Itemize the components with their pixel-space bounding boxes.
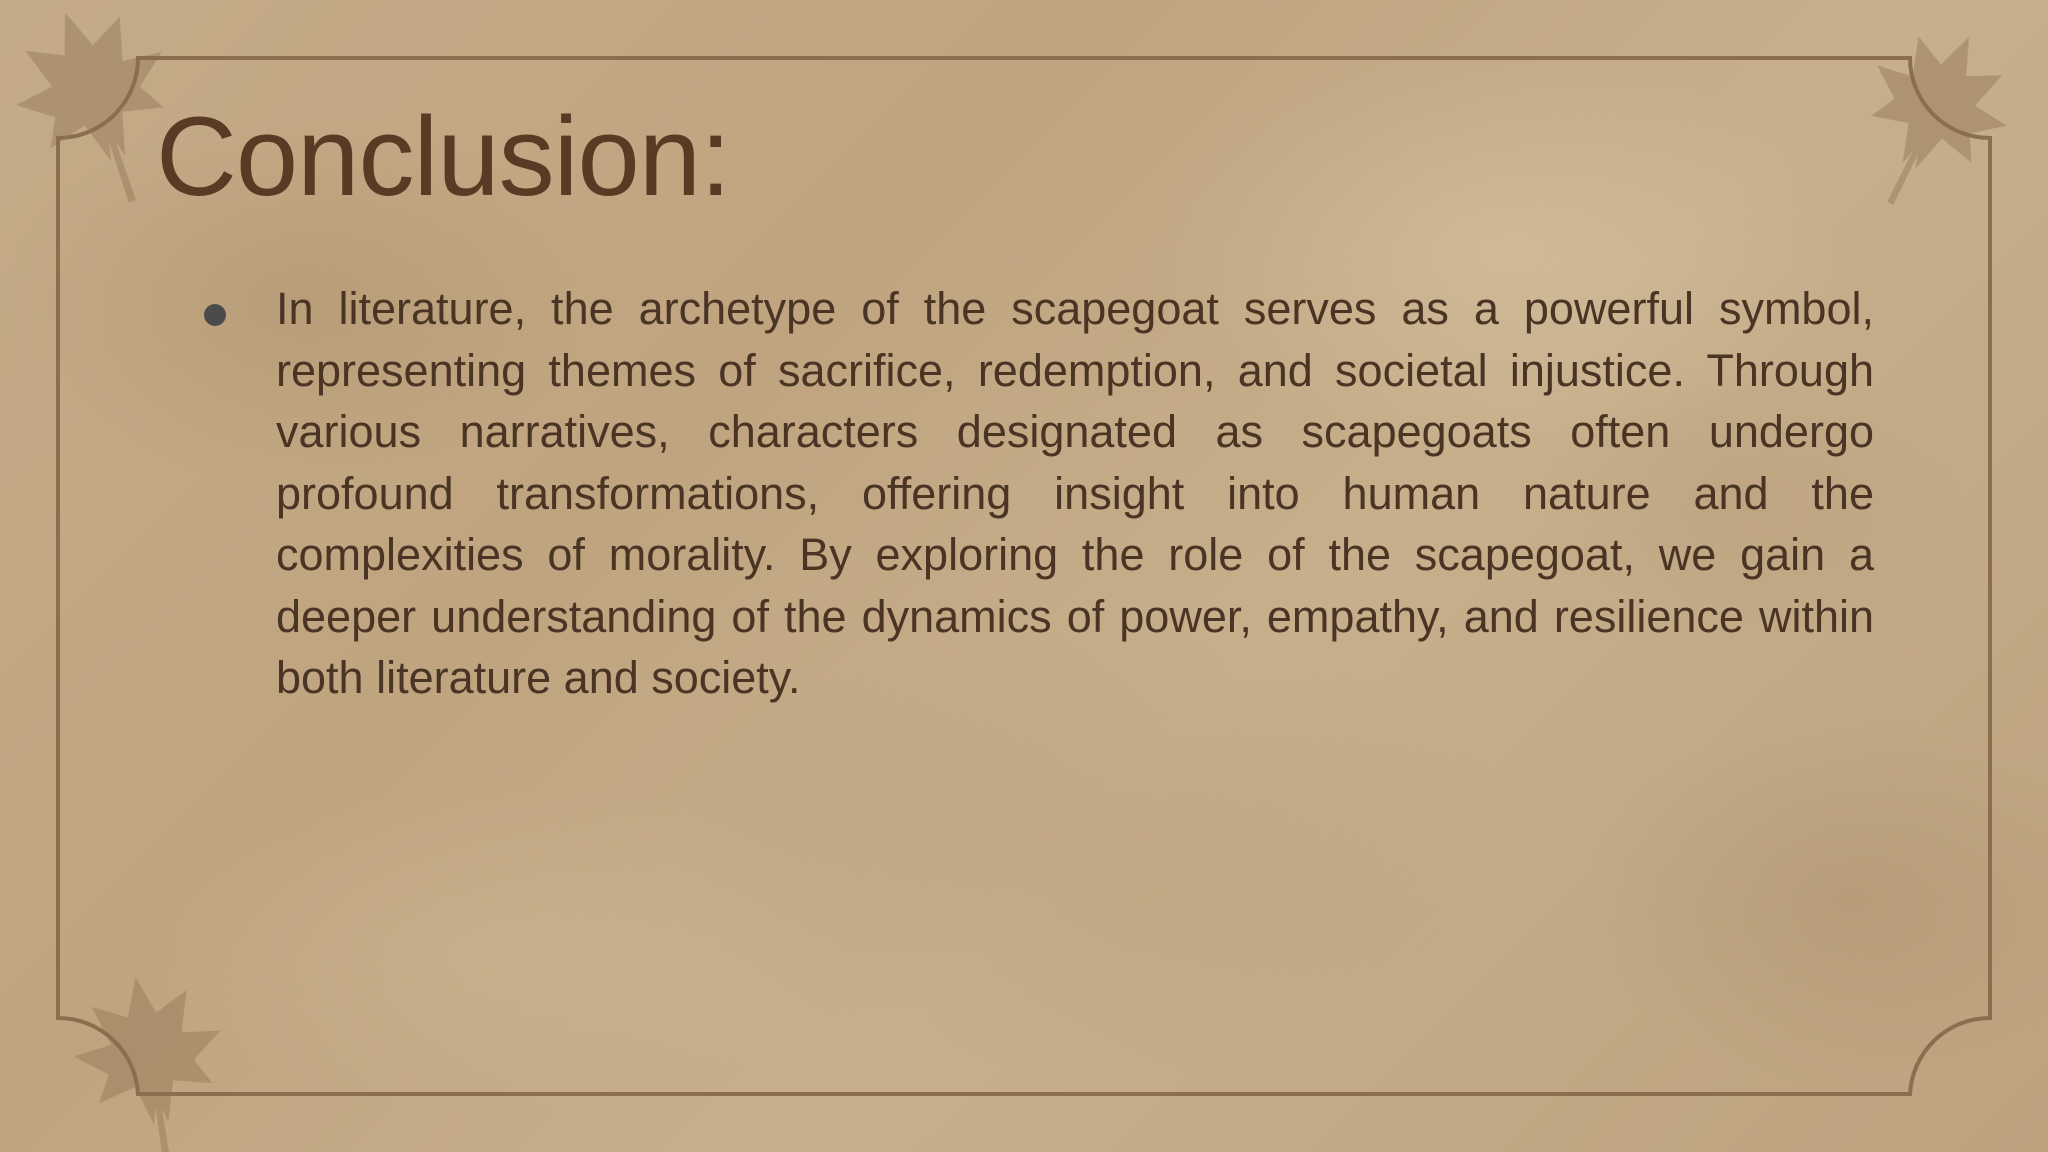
bullet-icon [204, 304, 226, 326]
list-item [200, 278, 1874, 709]
bullet-list [200, 278, 1874, 709]
maple-leaf-icon [1827, 7, 2034, 234]
slide-title: Conclusion: [156, 94, 731, 219]
maple-leaf-icon [62, 964, 242, 1152]
bullet-text: In literature, the archetype of the scapegoat serves as a powerful symbol, representing themes of sacrifice, redemption, and societal injustice. Through various narratives, characters designated as scapegoats often undergo profound transformations, offering insight into human nature and the complexities of morality. By exploring the role of the scapegoat, we gain a deeper understanding of the dynamics of power, empathy, and resilience within both literature and society. [276, 283, 1874, 703]
